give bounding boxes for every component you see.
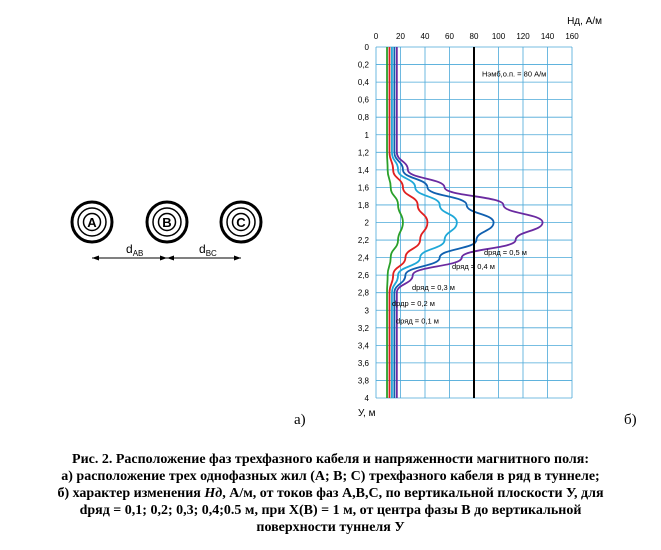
caption-line-1: Рис. 2. Расположение фаз трехфазного кабеля и напряженности магнитного поля:: [72, 452, 589, 467]
dim-bc-label: $d_{BC}$: [199, 242, 217, 258]
x-tick-label: 0: [373, 32, 379, 41]
x-tick-label: 60: [445, 32, 454, 41]
caption-line-3-pre: б) характер изменения: [57, 486, 205, 501]
caption-line-5: поверхности туннеля У: [256, 520, 405, 535]
dimension-lines: [92, 242, 241, 261]
y-tick-label: 0,8: [357, 113, 369, 123]
y-tick-label: 3: [364, 306, 369, 316]
phase-b-cable: [147, 202, 187, 242]
y-tick-label: 3,2: [357, 323, 369, 333]
panel-a: [72, 202, 261, 261]
y-tick-label: 2,4: [357, 253, 369, 263]
y-tick-label: 3,8: [357, 376, 369, 386]
y-tick-label: 4: [364, 394, 369, 403]
y-tick-label: 3,6: [357, 358, 369, 368]
y-tick-label: 3,4: [357, 341, 369, 351]
phase-a-cable: [72, 202, 112, 242]
phase-b-label: B: [162, 215, 172, 230]
series-label-2: dрдр = 0,2 м: [392, 298, 435, 308]
threshold-label: Нэмб,о.п. = 80 А/м: [482, 69, 547, 79]
y-tick-label: 1,4: [357, 165, 369, 175]
x-tick-label: 40: [420, 32, 430, 41]
caption-line-3-post: , А/м, от токов фаз А,В,С, по вертикальной плоскости У, для: [222, 486, 604, 501]
series-label-4: dряд = 0,4 м: [452, 262, 495, 272]
y-tick-label: 2,6: [357, 271, 369, 281]
panel-b-label: б): [624, 412, 637, 428]
caption-symbol-hd: Hд: [204, 486, 223, 501]
y-tick-label: 1,6: [357, 183, 369, 193]
x-tick-labels: [374, 32, 579, 41]
y-tick-label: 1,2: [357, 148, 369, 158]
caption-line-4: dряд = 0,1; 0,2; 0,3; 0,4;0.5 м, при Х(В) = 1 м, от центра фазы В до вертикальной: [79, 503, 582, 518]
x-tick-label: 20: [396, 32, 405, 41]
y-tick-label: 2,8: [357, 288, 369, 298]
series-label-3: dряд = 0,3 м: [412, 283, 455, 293]
figure-caption: [0, 451, 661, 536]
caption-line-3: [0, 485, 661, 502]
y-tick-label: 2,2: [357, 236, 369, 246]
x-tick-label: 160: [565, 32, 579, 41]
y-tick-label: 1: [364, 130, 369, 140]
field-chart: [358, 16, 602, 419]
phase-c-label: C: [236, 215, 246, 230]
y-tick-label: 0,2: [357, 60, 369, 70]
caption-line-2: а) расположение трех однофазных жил (А; В; С) трехфазного кабеля в ряд в туннеле;: [61, 469, 600, 484]
x-tick-label: 120: [516, 32, 530, 41]
y-tick-label: 1,8: [357, 200, 369, 210]
y-axis-label: У, м: [358, 408, 376, 419]
dim-ab-label: $d_{AB}$: [126, 242, 144, 258]
x-axis-label: Hд, А/м: [567, 16, 602, 27]
phase-a-label: A: [87, 215, 97, 230]
series-label-5: dряд = 0,5 м: [484, 247, 527, 257]
y-tick-label: 0: [364, 43, 369, 52]
phase-c-cable: [221, 202, 261, 242]
y-tick-label: 0,6: [357, 95, 369, 105]
series-label-1: dряд = 0,1 м: [396, 316, 439, 326]
y-tick-labels: [358, 43, 370, 403]
panel-a-label: а): [294, 412, 306, 428]
x-tick-label: 100: [491, 32, 506, 41]
x-tick-label: 140: [540, 32, 555, 41]
y-tick-label: 2: [364, 218, 369, 228]
x-tick-label: 80: [469, 32, 479, 41]
y-tick-label: 0,4: [357, 78, 369, 88]
